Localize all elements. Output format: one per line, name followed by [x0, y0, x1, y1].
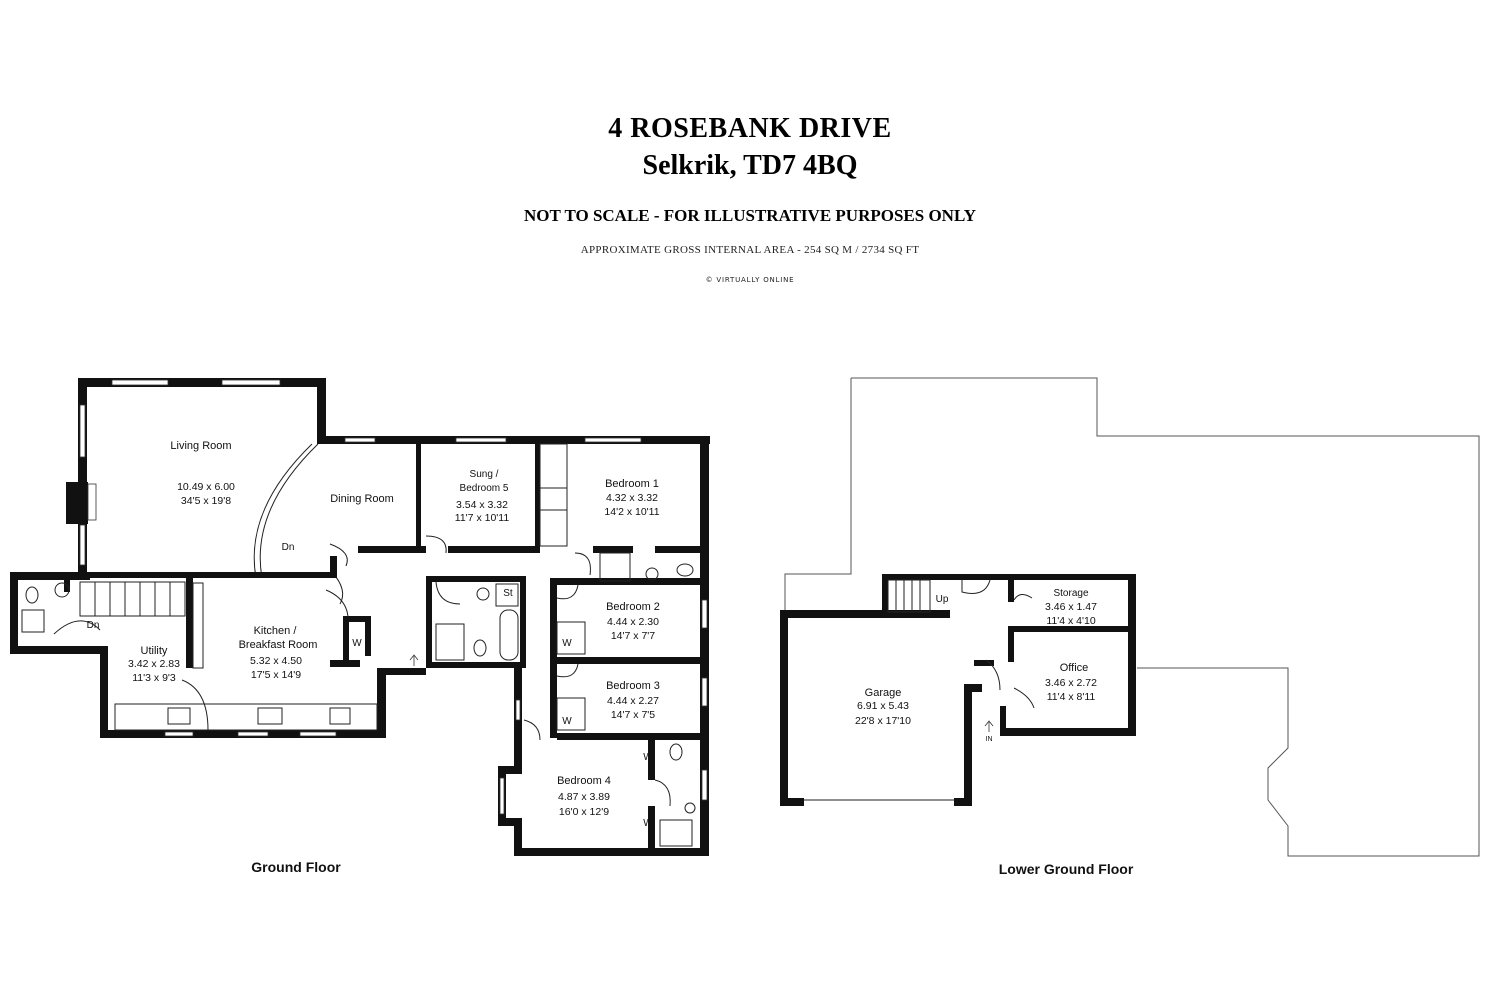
garage-metric: 6.91 x 5.43: [857, 700, 909, 712]
wardrobe-bedroom-2: W: [562, 638, 572, 649]
fireplace-chimney: [66, 482, 88, 524]
kitchen-label-2: Breakfast Room: [238, 639, 318, 651]
sung-label-2: Bedroom 5: [459, 483, 509, 494]
bedroom-3-label: Bedroom 3: [606, 680, 660, 692]
utility-imperial: 11'3 x 9'3: [132, 672, 176, 684]
utility-metric: 3.42 x 2.83: [128, 658, 180, 670]
living-room-metric: 10.49 x 6.00: [177, 481, 235, 493]
property-title: 4 ROSEBANK DRIVE: [608, 113, 892, 144]
storage-label: Storage: [1053, 588, 1089, 599]
bedroom-1-imperial: 14'2 x 10'11: [604, 506, 660, 518]
bedroom-3-metric: 4.44 x 2.27: [607, 695, 659, 707]
ground-floor-caption: Ground Floor: [251, 859, 341, 875]
storage-metric: 3.46 x 1.47: [1045, 601, 1097, 613]
bedroom-4-imperial: 16'0 x 12'9: [558, 806, 610, 818]
wardrobe-bedroom-4-a: W: [643, 752, 653, 763]
sung-metric: 3.54 x 3.32: [456, 499, 508, 511]
bedroom-1-metric: 4.32 x 3.32: [606, 492, 658, 504]
bedroom-4-walls: [498, 664, 709, 856]
bedroom-4-label: Bedroom 4: [557, 775, 611, 787]
wardrobe-bedroom-3: W: [562, 716, 572, 727]
bedroom-1-label: Bedroom 1: [605, 478, 659, 490]
wardrobe-kitchen: W: [352, 638, 362, 649]
office-imperial: 11'4 x 8'11: [1046, 691, 1096, 703]
copyright-note: © VIRTUALLY ONLINE: [705, 276, 795, 284]
property-address: Selkrik, TD7 4BQ: [642, 150, 858, 181]
stairs-up-label: Up: [935, 594, 949, 605]
living-room-label: Living Room: [170, 440, 232, 452]
garage-label: Garage: [864, 687, 902, 699]
bedroom-4-metric: 4.87 x 3.89: [558, 791, 610, 803]
wardrobe-bedroom-4-b: W: [643, 818, 653, 829]
garage-imperial: 22'8 x 17'10: [855, 715, 911, 727]
stairs-down-utility: Dn: [86, 620, 100, 631]
lower-ground-floor-plan: [780, 378, 1479, 877]
scale-disclaimer: NOT TO SCALE - FOR ILLUSTRATIVE PURPOSES ONLY: [523, 206, 977, 225]
living-room-imperial: 34'5 x 19'8: [180, 495, 232, 507]
bedroom-2-metric: 4.44 x 2.30: [607, 616, 659, 628]
storage-imperial: 11'4 x 4'10: [1046, 615, 1096, 627]
office-metric: 3.46 x 2.72: [1045, 677, 1097, 689]
gross-area: APPROXIMATE GROSS INTERNAL AREA - 254 SQ M / 2734 SQ FT: [580, 244, 920, 256]
dining-room-label: Dining Room: [330, 493, 394, 505]
lower-floor-caption: Lower Ground Floor: [998, 861, 1134, 877]
living-room-windows: [80, 380, 375, 565]
bedroom-2-label: Bedroom 2: [606, 601, 660, 613]
kitchen-imperial: 17'5 x 14'9: [250, 669, 302, 681]
sung-label-1: Sung /: [469, 469, 499, 480]
bedroom-2-imperial: 14'7 x 7'7: [610, 630, 656, 642]
kitchen-label-1: Kitchen /: [253, 625, 297, 637]
storage-cupboard-label: St: [503, 588, 513, 599]
stairs-down-dining: Dn: [281, 542, 295, 553]
kitchen-metric: 5.32 x 4.50: [250, 655, 302, 667]
office-label: Office: [1059, 662, 1089, 674]
entrance-mark-ground: IN: [410, 669, 418, 676]
entrance-mark-lower: IN: [985, 736, 993, 743]
bedroom-3-imperial: 14'7 x 7'5: [610, 709, 656, 721]
sung-imperial: 11'7 x 10'11: [454, 512, 510, 524]
utility-label: Utility: [140, 645, 168, 657]
staircase: [80, 582, 185, 616]
